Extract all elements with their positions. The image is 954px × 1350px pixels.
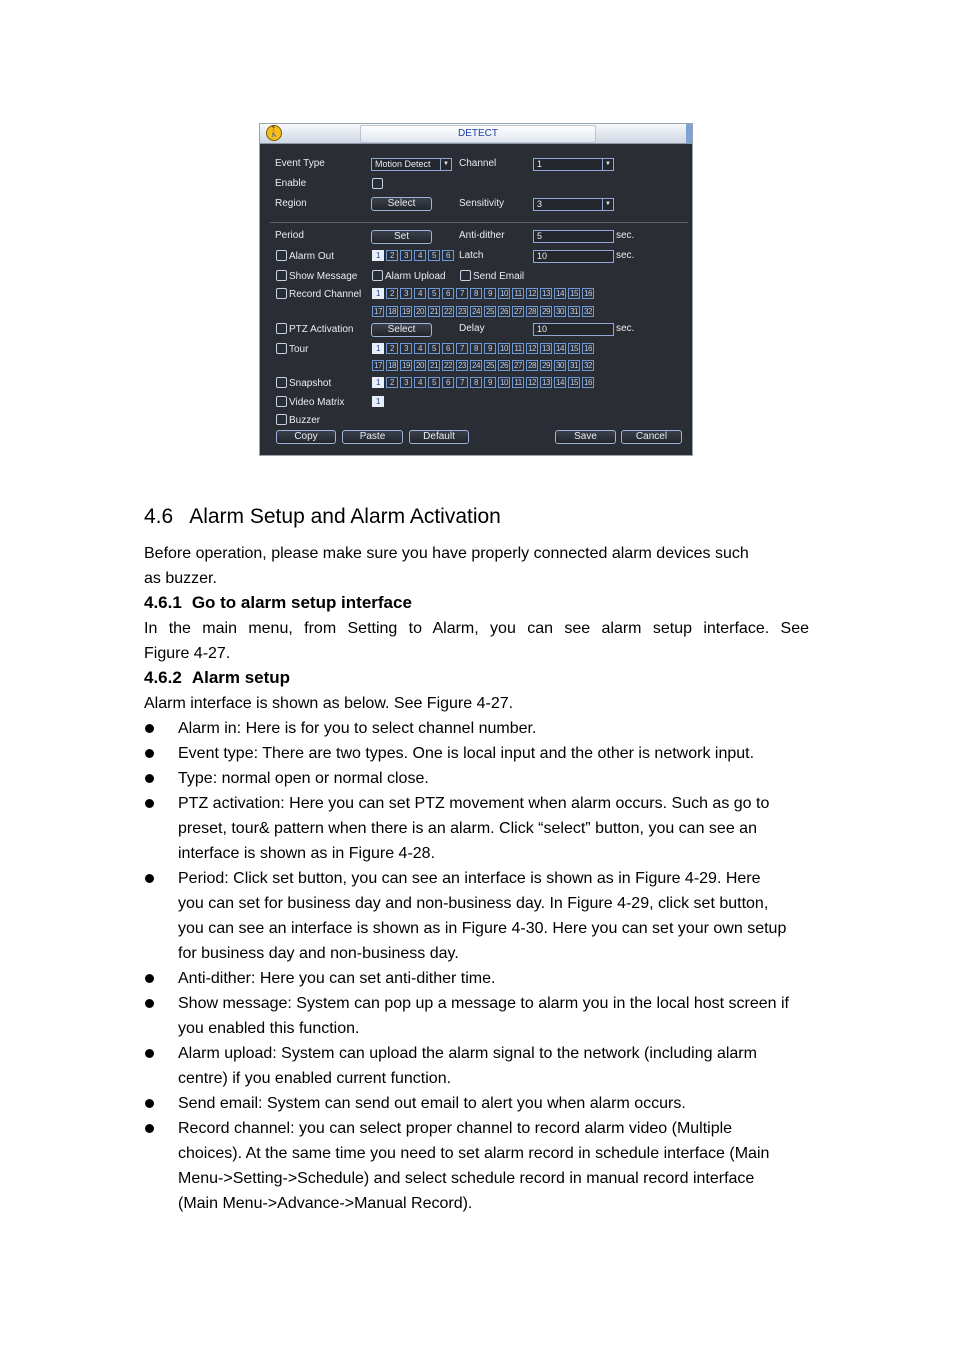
- channel-number-toggle[interactable]: 4: [414, 250, 426, 261]
- bullet-text-line: Record channel: you can select proper channel to record alarm video (Multiple: [178, 1120, 733, 1137]
- channel-number-toggle[interactable]: 2: [386, 343, 398, 354]
- event-type-value: Motion Detect: [375, 159, 431, 169]
- alarm-out-option[interactable]: [276, 250, 334, 263]
- snapshot-option[interactable]: [276, 377, 331, 390]
- titlebar-edge: [686, 124, 692, 143]
- channel-number-toggle[interactable]: 24: [470, 360, 482, 371]
- channel-number-toggle[interactable]: 30: [554, 360, 566, 371]
- tour-option[interactable]: [276, 343, 308, 356]
- send-email-checkbox[interactable]: [460, 270, 471, 281]
- bullet-text-line: Event type: There are two types. One is local input and the other is network input.: [178, 745, 755, 762]
- section-divider: [270, 222, 688, 223]
- bullet-text-line: Anti-dither: Here you can set anti-dither time.: [178, 970, 496, 987]
- delay-input[interactable]: 10: [533, 323, 614, 336]
- sub1-line-1: In the main menu, from Setting to Alarm, you can see alarm setup interface. See: [144, 620, 809, 637]
- bullet-text-line: Type: normal open or normal close.: [178, 770, 429, 787]
- section-number: 4.6: [144, 505, 174, 528]
- bullet-text-line: interface is shown as in Figure 4-28.: [178, 845, 436, 862]
- anti-dither-label: Anti-dither: [459, 230, 505, 241]
- latch-input[interactable]: 10: [533, 250, 614, 263]
- channel-number-toggle[interactable]: 8: [470, 377, 482, 388]
- channel-number-toggle[interactable]: 12: [526, 377, 538, 388]
- subsection-title-2: Alarm setup: [191, 668, 291, 687]
- subsection-number-1: 4.6.1: [144, 593, 182, 612]
- event-type-select[interactable]: [371, 158, 452, 171]
- bullet-text-line: you can see an interface is shown as in Figure 4-30. Here you can set your own setup: [178, 920, 787, 937]
- channel-number-toggle[interactable]: 14: [554, 377, 566, 388]
- channel-number-toggle[interactable]: 3: [400, 250, 412, 261]
- channel-number-toggle[interactable]: 15: [568, 343, 580, 354]
- channel-number-toggle[interactable]: 21: [428, 360, 440, 371]
- enable-label: Enable: [275, 178, 307, 189]
- channel-number-toggle[interactable]: 23: [456, 360, 468, 371]
- channel-number-toggle[interactable]: 4: [414, 377, 426, 388]
- section-heading: [144, 504, 501, 530]
- channel-number-toggle[interactable]: 9: [484, 343, 496, 354]
- dialog-title: DETECT: [360, 125, 596, 143]
- subsection-number-2: 4.6.2: [144, 668, 182, 687]
- detect-dialog: [259, 123, 693, 456]
- channel-number-toggle[interactable]: 24: [470, 306, 482, 317]
- bullet-dot-icon: [145, 1124, 154, 1133]
- channel-number-toggle[interactable]: 1: [372, 377, 384, 388]
- channel-number-toggle[interactable]: 13: [540, 343, 552, 354]
- bullet-text-line: for business day and non-business day.: [178, 945, 459, 962]
- alarm-out-checkbox[interactable]: [276, 250, 287, 261]
- bullet-dot-icon: [145, 799, 154, 808]
- channel-number-toggle[interactable]: 28: [526, 306, 538, 317]
- bullet-text-line: PTZ activation: Here you can set PTZ movement when alarm occurs. Such as go to: [178, 795, 770, 812]
- channel-number-toggle[interactable]: 12: [526, 288, 538, 299]
- video-matrix-selector: [372, 396, 384, 407]
- snapshot-row: [372, 377, 594, 388]
- motion-detect-icon: 🚶: [266, 125, 282, 141]
- alarm-out-label: Alarm Out: [289, 251, 335, 262]
- channel-number-toggle[interactable]: 8: [470, 343, 482, 354]
- sensitivity-label: Sensitivity: [459, 198, 505, 209]
- tour-checkbox[interactable]: [276, 343, 287, 354]
- channel-number-toggle[interactable]: 14: [554, 343, 566, 354]
- paste-button[interactable]: Paste: [342, 430, 403, 444]
- cancel-button[interactable]: Cancel: [621, 430, 682, 444]
- alarm-upload-checkbox[interactable]: [372, 270, 383, 281]
- channel-number-toggle[interactable]: 29: [540, 360, 552, 371]
- tour-row-1: [372, 343, 594, 354]
- show-message-label: Show Message: [289, 271, 358, 282]
- channel-number-toggle[interactable]: 21: [428, 306, 440, 317]
- channel-number-toggle[interactable]: 20: [414, 306, 426, 317]
- sub2-text: Alarm interface is shown as below. See Figure 4-27.: [144, 695, 514, 712]
- channel-value: 1: [537, 159, 543, 169]
- channel-number-toggle[interactable]: 22: [442, 360, 454, 371]
- bullet-text-line: you enabled this function.: [178, 1020, 360, 1037]
- channel-number-toggle[interactable]: 3: [400, 288, 412, 299]
- channel-number-toggle[interactable]: 19: [400, 306, 412, 317]
- sub1-line-2: Figure 4-27.: [144, 645, 231, 662]
- channel-number-toggle[interactable]: 4: [414, 343, 426, 354]
- channel-number-toggle[interactable]: 31: [568, 360, 580, 371]
- channel-number-toggle[interactable]: 2: [386, 288, 398, 299]
- ptz-activation-label: PTZ Activation: [289, 324, 354, 335]
- bullet-text-line: Alarm upload: System can upload the alarm signal to the network (including alarm: [178, 1045, 757, 1062]
- enable-checkbox[interactable]: [372, 178, 383, 189]
- channel-number-toggle[interactable]: 11: [512, 377, 524, 388]
- channel-number-toggle[interactable]: 3: [400, 377, 412, 388]
- tour-row-2: [372, 360, 594, 371]
- channel-number-toggle[interactable]: 27: [512, 306, 524, 317]
- record-channel-option[interactable]: [276, 288, 361, 301]
- bullet-dot-icon: [145, 999, 154, 1008]
- channel-number-toggle[interactable]: 10: [498, 343, 510, 354]
- channel-select[interactable]: [533, 158, 614, 171]
- channel-label: Channel: [459, 158, 497, 169]
- bullet-text-line: you can set for business day and non-business day. In Figure 4-29, click set button,: [178, 895, 769, 912]
- video-matrix-label: Video Matrix: [289, 397, 345, 408]
- channel-number-toggle[interactable]: 17: [372, 306, 384, 317]
- channel-number-toggle[interactable]: 32: [582, 360, 594, 371]
- subsection-heading-1: [144, 592, 412, 614]
- period-label: Period: [275, 230, 304, 241]
- channel-number-toggle[interactable]: 25: [484, 306, 496, 317]
- intro-line-1: Before operation, please make sure you have properly connected alarm devices such: [144, 545, 749, 562]
- channel-number-toggle[interactable]: 2: [386, 250, 398, 261]
- subsection-title-1: Go to alarm setup interface: [191, 593, 412, 612]
- channel-number-toggle[interactable]: 13: [540, 288, 552, 299]
- send-email-label: Send Email: [473, 271, 525, 282]
- event-type-label: Event Type: [275, 158, 325, 169]
- channel-number-toggle[interactable]: 13: [540, 377, 552, 388]
- channel-number-toggle[interactable]: 10: [498, 377, 510, 388]
- show-message-checkbox[interactable]: [276, 270, 287, 281]
- alarm-out-selector: [372, 250, 454, 261]
- channel-number-toggle[interactable]: 1: [372, 396, 384, 407]
- section-title: Alarm Setup and Alarm Activation: [189, 505, 501, 528]
- send-email-option[interactable]: [460, 270, 524, 283]
- buzzer-option[interactable]: [276, 414, 320, 427]
- channel-number-toggle[interactable]: 8: [470, 288, 482, 299]
- channel-number-toggle[interactable]: 3: [400, 343, 412, 354]
- bullet-text-line: (Main Menu->Advance->Manual Record).: [178, 1195, 473, 1212]
- channel-number-toggle[interactable]: 9: [484, 377, 496, 388]
- bullet-dot-icon: [145, 1049, 154, 1058]
- bullet-text-line: Send email: System can send out email to alert you when alarm occurs.: [178, 1095, 686, 1112]
- channel-number-toggle[interactable]: 15: [568, 377, 580, 388]
- channel-number-toggle[interactable]: 26: [498, 360, 510, 371]
- bullet-text-line: choices). At the same time you need to set alarm record in schedule interface (Main: [178, 1145, 770, 1162]
- channel-number-toggle[interactable]: 31: [568, 306, 580, 317]
- channel-number-toggle[interactable]: 19: [400, 360, 412, 371]
- channel-number-toggle[interactable]: 11: [512, 343, 524, 354]
- bullet-text-line: Show message: System can pop up a message to alarm you in the local host screen if: [178, 995, 789, 1012]
- bullet-text-line: Alarm in: Here is for you to select channel number.: [178, 720, 537, 737]
- latch-label: Latch: [459, 250, 484, 261]
- chevron-down-icon: ▼: [602, 199, 613, 210]
- latch-unit: sec.: [616, 250, 635, 261]
- channel-number-toggle[interactable]: 10: [498, 288, 510, 299]
- ptz-select-button[interactable]: Select: [371, 323, 432, 337]
- delay-unit: sec.: [616, 323, 635, 334]
- channel-number-toggle[interactable]: 17: [372, 360, 384, 371]
- anti-dither-input[interactable]: 5: [533, 230, 614, 243]
- channel-number-toggle[interactable]: 6: [442, 377, 454, 388]
- default-button[interactable]: Default: [409, 430, 469, 444]
- bullet-text-line: preset, tour& pattern when there is an alarm. Click “select” button, you can see an: [178, 820, 757, 837]
- buzzer-label: Buzzer: [289, 415, 321, 426]
- record-channel-label: Record Channel: [289, 289, 362, 300]
- delay-label: Delay: [459, 323, 485, 334]
- video-matrix-option[interactable]: [276, 396, 344, 409]
- channel-number-toggle[interactable]: 16: [582, 377, 594, 388]
- channel-number-toggle[interactable]: 2: [386, 377, 398, 388]
- channel-number-toggle[interactable]: 6: [442, 250, 454, 261]
- alarm-upload-option[interactable]: [372, 270, 446, 283]
- bullet-text-line: Period: Click set button, you can see an interface is shown as in Figure 4-29. Here: [178, 870, 761, 887]
- sensitivity-select[interactable]: [533, 198, 614, 211]
- period-set-button[interactable]: Set: [371, 230, 432, 244]
- channel-number-toggle[interactable]: 1: [372, 288, 384, 299]
- buzzer-checkbox[interactable]: [276, 414, 287, 425]
- channel-number-toggle[interactable]: 4: [414, 288, 426, 299]
- channel-number-toggle[interactable]: 23: [456, 306, 468, 317]
- record-channel-row-1: [372, 288, 594, 299]
- channel-number-toggle[interactable]: 30: [554, 306, 566, 317]
- channel-number-toggle[interactable]: 11: [512, 288, 524, 299]
- channel-number-toggle[interactable]: 7: [456, 288, 468, 299]
- record-channel-checkbox[interactable]: [276, 288, 287, 299]
- chevron-down-icon: ▼: [440, 159, 451, 170]
- channel-number-toggle[interactable]: 12: [526, 343, 538, 354]
- channel-number-toggle[interactable]: 9: [484, 288, 496, 299]
- channel-number-toggle[interactable]: 27: [512, 360, 524, 371]
- chevron-down-icon: ▼: [602, 159, 613, 170]
- bullet-dot-icon: [145, 974, 154, 983]
- channel-number-toggle[interactable]: 15: [568, 288, 580, 299]
- copy-button[interactable]: Copy: [276, 430, 336, 444]
- video-matrix-checkbox[interactable]: [276, 396, 287, 407]
- bullet-dot-icon: [145, 749, 154, 758]
- channel-number-toggle[interactable]: 1: [372, 343, 384, 354]
- bullet-dot-icon: [145, 724, 154, 733]
- show-message-option[interactable]: [276, 270, 357, 283]
- subsection-heading-2: [144, 667, 290, 689]
- save-button[interactable]: Save: [555, 430, 616, 444]
- channel-number-toggle[interactable]: 18: [386, 360, 398, 371]
- dialog-titlebar: [260, 124, 692, 144]
- channel-number-toggle[interactable]: 5: [428, 288, 440, 299]
- channel-number-toggle[interactable]: 18: [386, 306, 398, 317]
- channel-number-toggle[interactable]: 5: [428, 250, 440, 261]
- bullet-dot-icon: [145, 1099, 154, 1108]
- anti-dither-unit: sec.: [616, 230, 635, 241]
- alarm-upload-label: Alarm Upload: [385, 271, 446, 282]
- bullet-text-line: Menu->Setting->Schedule) and select schedule record in manual record interface: [178, 1170, 755, 1187]
- bullet-text-line: centre) if you enabled current function.: [178, 1070, 452, 1087]
- snapshot-checkbox[interactable]: [276, 377, 287, 388]
- sensitivity-value: 3: [537, 199, 543, 209]
- channel-number-toggle[interactable]: 29: [540, 306, 552, 317]
- channel-number-toggle[interactable]: 20: [414, 360, 426, 371]
- channel-number-toggle[interactable]: 7: [456, 377, 468, 388]
- channel-number-toggle[interactable]: 16: [582, 288, 594, 299]
- intro-line-2: as buzzer.: [144, 570, 217, 587]
- channel-number-toggle[interactable]: 5: [428, 343, 440, 354]
- region-select-button[interactable]: Select: [371, 197, 432, 211]
- channel-number-toggle[interactable]: 7: [456, 343, 468, 354]
- channel-number-toggle[interactable]: 26: [498, 306, 510, 317]
- channel-number-toggle[interactable]: 6: [442, 343, 454, 354]
- ptz-activation-option[interactable]: [276, 323, 353, 336]
- channel-number-toggle[interactable]: 14: [554, 288, 566, 299]
- bullet-dot-icon: [145, 774, 154, 783]
- channel-number-toggle[interactable]: 32: [582, 306, 594, 317]
- channel-number-toggle[interactable]: 22: [442, 306, 454, 317]
- tour-label: Tour: [289, 344, 309, 355]
- bullet-dot-icon: [145, 874, 154, 883]
- channel-number-toggle[interactable]: 6: [442, 288, 454, 299]
- channel-number-toggle[interactable]: 28: [526, 360, 538, 371]
- channel-number-toggle[interactable]: 25: [484, 360, 496, 371]
- channel-number-toggle[interactable]: 16: [582, 343, 594, 354]
- channel-number-toggle[interactable]: 5: [428, 377, 440, 388]
- region-label: Region: [275, 198, 307, 209]
- ptz-activation-checkbox[interactable]: [276, 323, 287, 334]
- record-channel-row-2: [372, 306, 594, 317]
- snapshot-label: Snapshot: [289, 378, 332, 389]
- channel-number-toggle[interactable]: 1: [372, 250, 384, 261]
